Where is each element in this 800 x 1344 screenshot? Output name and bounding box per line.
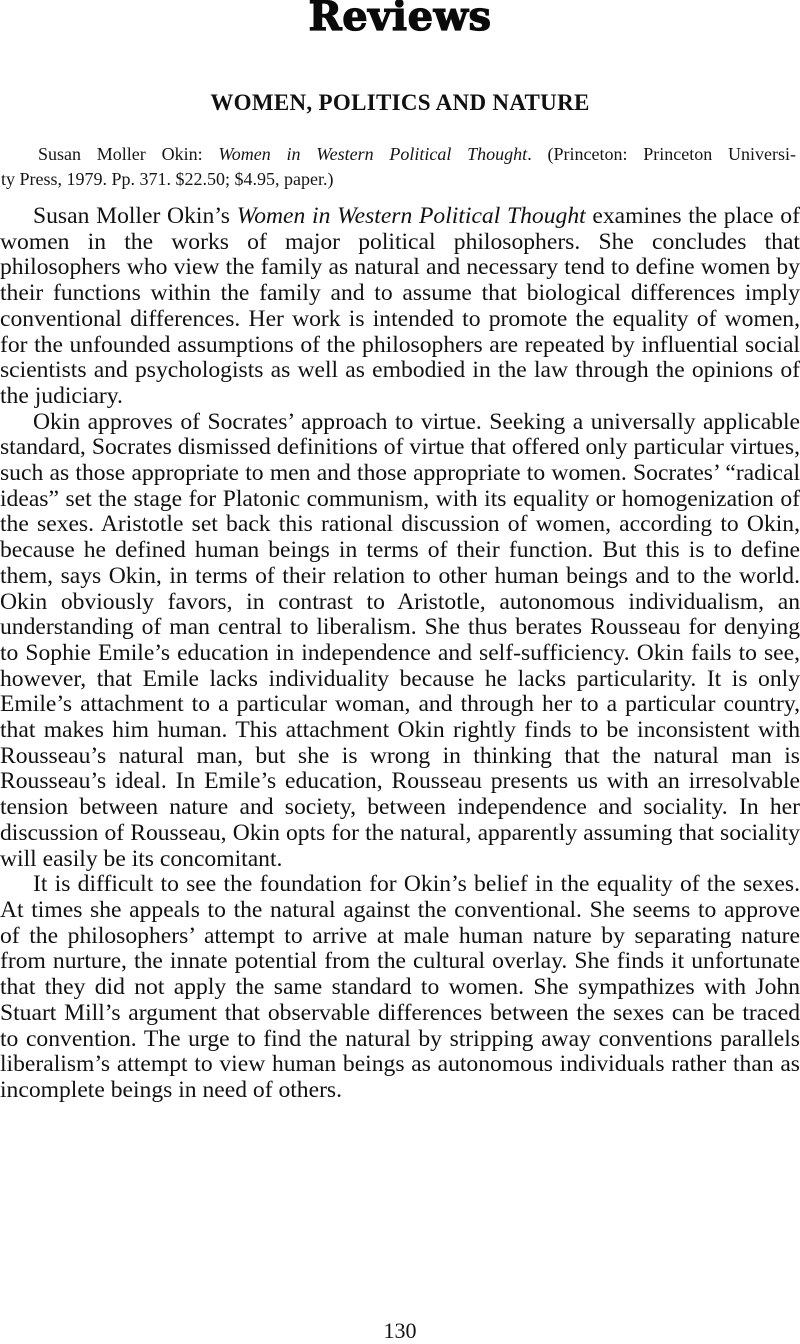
paragraph-lead: Susan Moller Okin’s	[33, 203, 237, 229]
paragraph-3	[0, 872, 800, 1103]
citation-line-2: ty Press, 1979. Pp. 371. $22.50; $4.95, paper.)	[1, 169, 334, 189]
page-number: 130	[383, 1318, 417, 1343]
paragraph-2	[0, 410, 800, 873]
book-title-italic: Women in Western Political Thought	[236, 203, 586, 229]
review-body	[0, 204, 800, 1104]
paragraph-1	[0, 204, 800, 410]
citation-book-title: Women in Western Political Thought	[218, 144, 528, 164]
paragraph-text: It is difficult to see the foundation for Okin’s belief in the equality of the sexes. At times she appeals to the natural against the conventional. She seems to approve of the philosophers’ attempt to arrive at male human nature by separating nature from nurture, the innate potential from the cultural overlay. She finds it unfortunate that they did not apply the same standard to women. She sympathizes with John Stuart Mill’s argument that observable differences between the sexes can be traced to convention. The urge to find the natural by stripping away conventions parallels liberalism’s attempt to view human beings as autonomous individuals rather than as incomplete beings in need of others.	[0, 871, 800, 1103]
section-heading: Reviews	[308, 0, 492, 40]
citation-author: Susan Moller Okin:	[38, 144, 219, 164]
book-citation	[1, 142, 796, 192]
citation-line-1	[34, 142, 796, 167]
paragraph-text: Okin approves of Socrates’ approach to virtue. Seeking a universally applicable standard, Socrates dismissed definitions of virtue that offered only particular virtues, such as those appropriate to men and those appropriate to women. Socrates’ “radical ideas” set the stage for Platonic communism, with its equality or homogenization of the sexes. Aristotle set back this rational discussion of women, according to Okin, because he defined human beings in terms of their function. But this is to define them, says Okin, in terms of their relation to other human beings and to the world. Okin obviously favors, in contrast to Aristotle, autonomous individualism, an understanding of man central to liberalism. She thus berates Rousseau for denying to Sophie Emile’s education in independence and self-sufficiency. Okin fails to see, however, that Emile lacks individuality because he lacks particularity. It is only Emile’s attachment to a particular woman, and through her to a particular country, that makes him human. This attachment Okin rightly finds to be inconsistent with Rousseau’s natural man, but she is wrong in thinking that the natural man is Rousseau’s ideal. In Emile’s education, Rousseau presents us with an irresolvable tension between nature and society, between independence and sociality. In her discussion of Rousseau, Okin opts for the natural, apparently assuming that sociality will easily be its concomitant.	[0, 408, 800, 872]
citation-publisher: . (Princeton: Princeton Universi-	[527, 144, 796, 164]
review-title: WOMEN, POLITICS AND NATURE	[210, 90, 590, 115]
paragraph-text: examines the place of women in the works of major political philosophers. She concludes that philosophers who view the family as natural and necessary tend to define women by their functions within the family and to assume that biological differences imply conventional differences. Her work is intended to promote the equality of women, for the unfounded assumptions of the philosophers are repeated by influential social scientists and psychologists as well as embodied in the law through the opinions of the judiciary.	[0, 203, 800, 409]
